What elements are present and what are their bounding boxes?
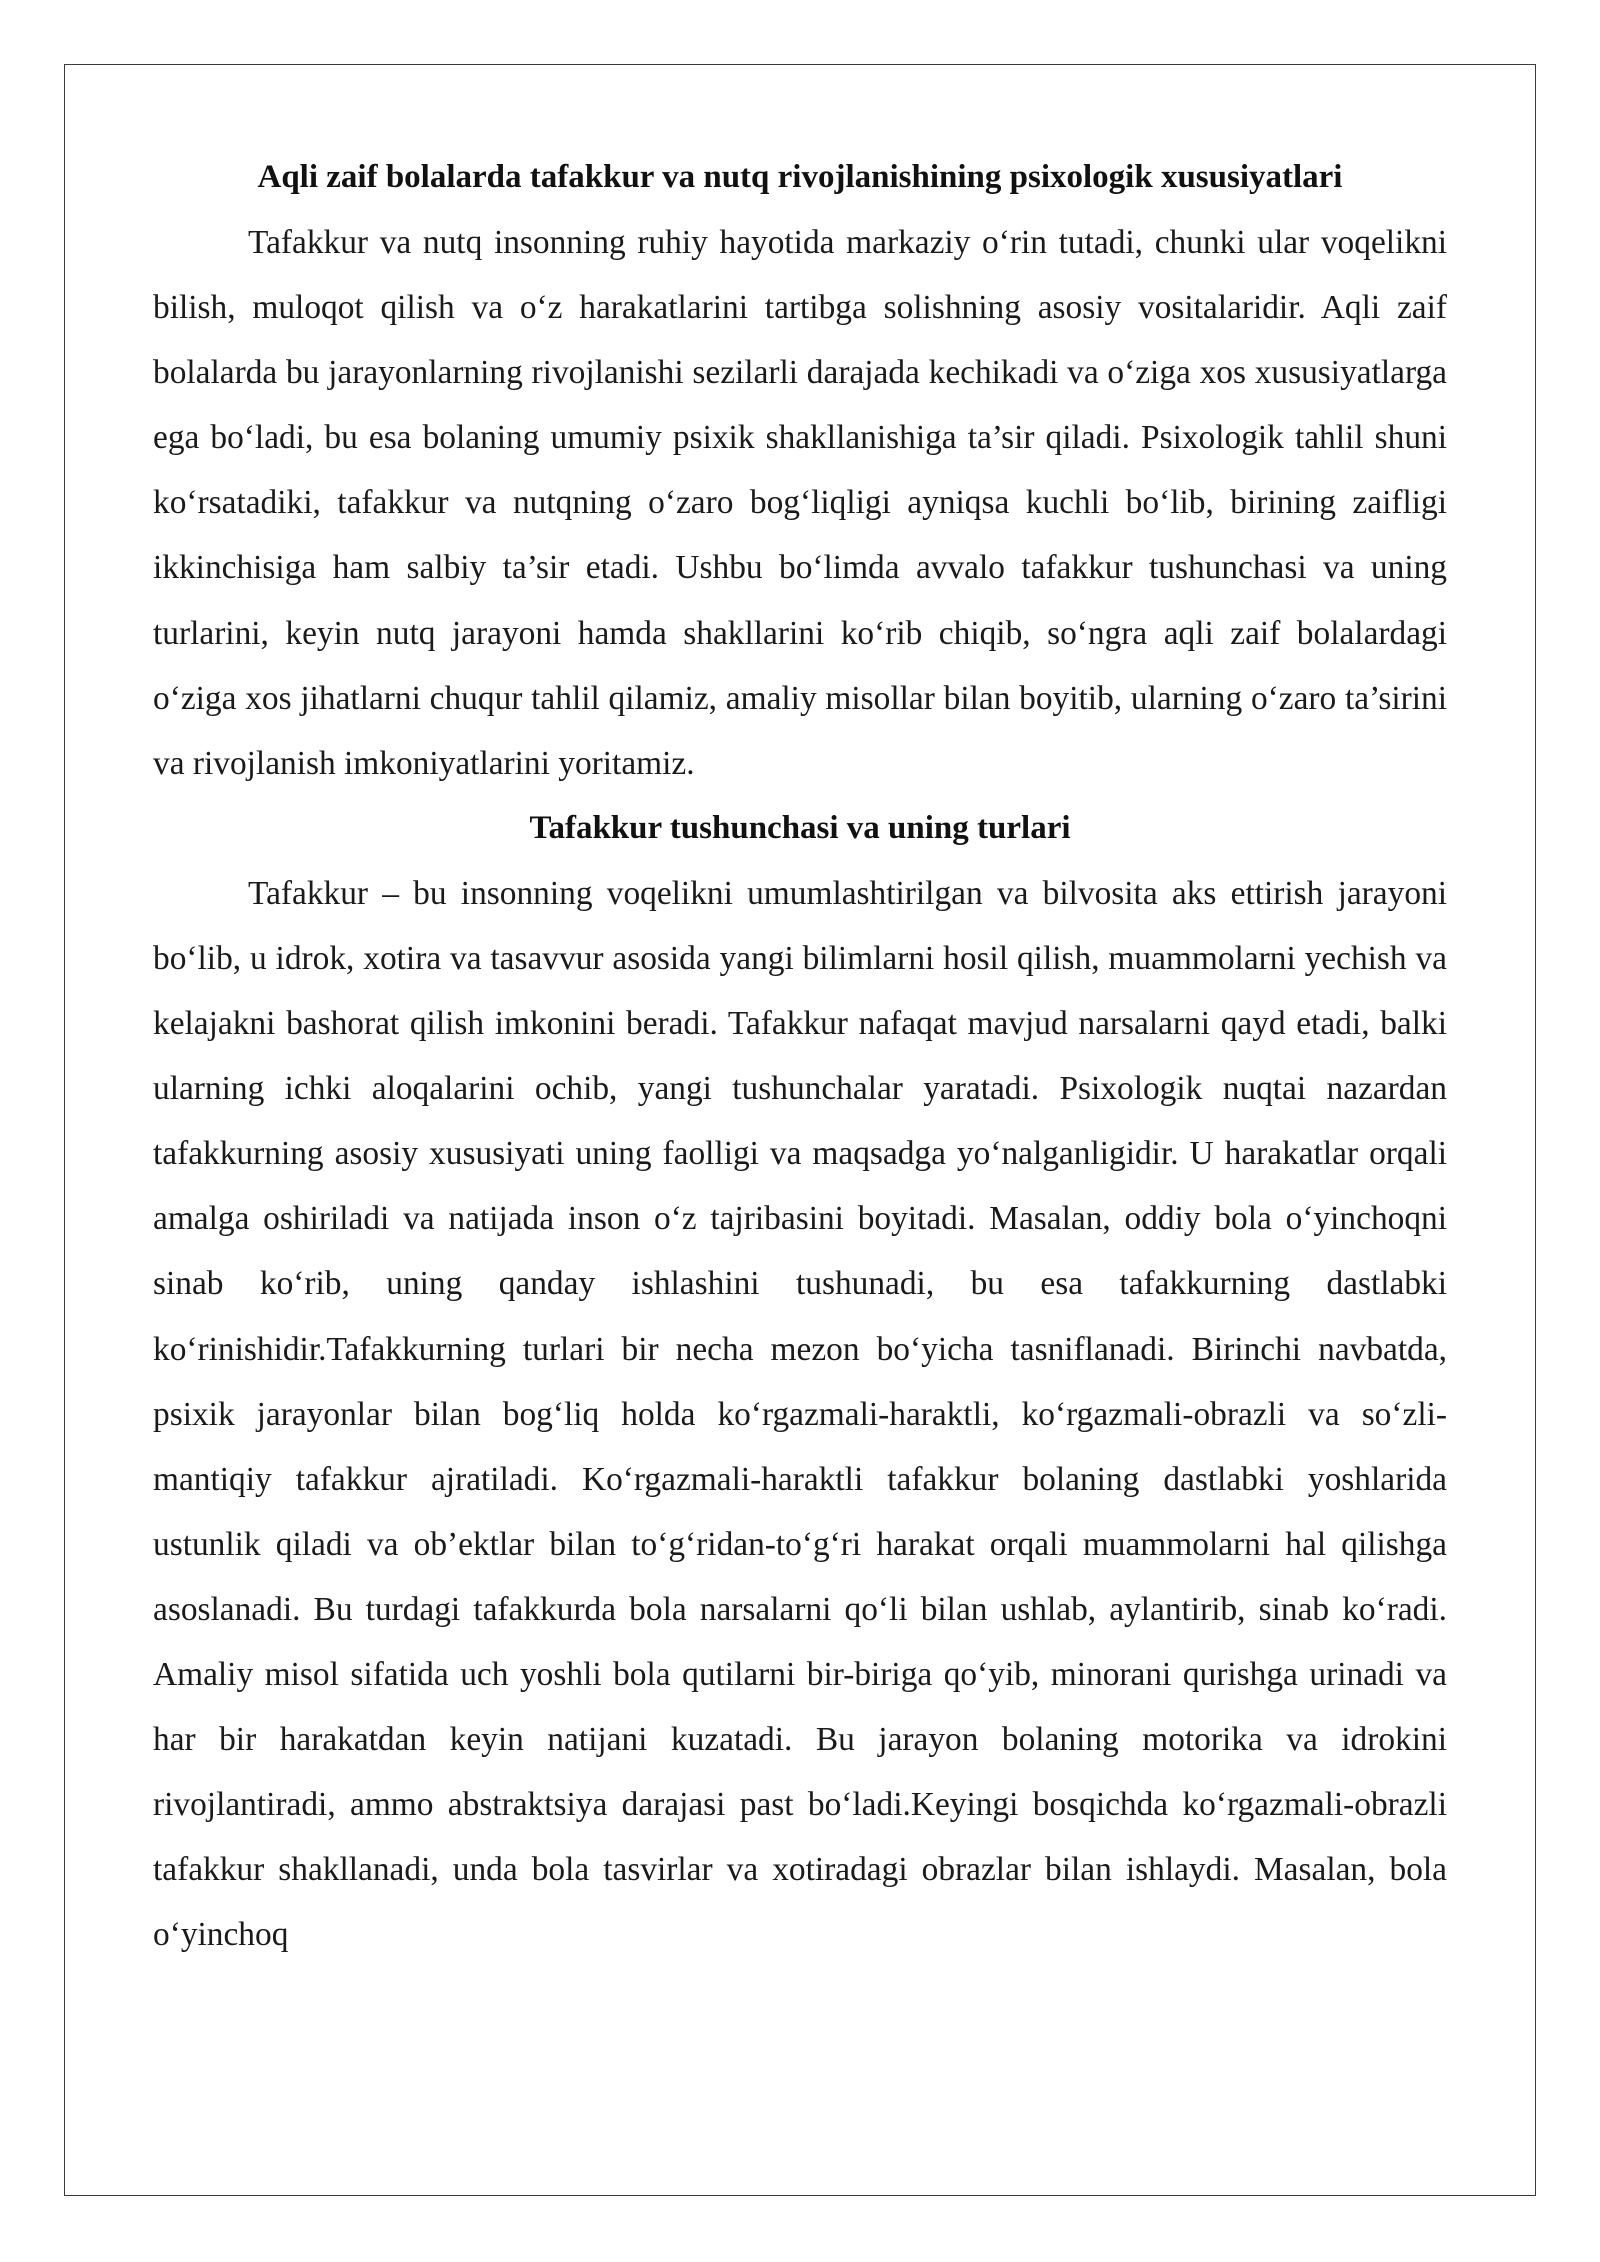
section-heading: Tafakkur tushunchasi va uning turlari xyxy=(529,809,1071,846)
document-title: Aqli zaif bolalarda tafakkur va nutq rivojlanishining psixologik xususiyatlari xyxy=(257,159,1343,195)
intro-paragraph: Tafakkur va nutq insonning ruhiy hayotida markaziy o‘rin tutadi, chunki ular voqelikni bilish, muloqot qilish va o‘z harakatlarini tartibga solishning asosiy vositalaridir. Aqli zaif bolalarda bu jarayonlarning rivojlanishi sezilarli darajada kechikadi va o‘ziga xos xususiyatlarga ega bo‘ladi, bu esa bolaning umumiy psixik shakllanishiga ta’sir qiladi. Psixologik tahlil shuni ko‘rsatadiki, tafakkur va nutqning o‘zaro bog‘liqligi ayniqsa kuchli bo‘lib, birining zaifligi ikkinchisiga ham salbiy ta’sir etadi. Ushbu bo‘limda avvalo tafakkur tushunchasi va uning turlarini, keyin nutq jarayoni hamda shakllarini ko‘rib chiqib, so‘ngra aqli zaif bolalardagi o‘ziga xos jihatlarni chuqur tahlil qilamiz, amaliy misollar bilan boyitib, ularning o‘zaro ta’sirini va rivojlanish imkoniyatlarini yoritamiz. xyxy=(153,224,1447,782)
section-paragraph: Tafakkur – bu insonning voqelikni umumlashtirilgan va bilvosita aks ettirish jarayoni bo‘lib, u idrok, xotira va tasavvur asosida yangi bilimlarni hosil qilish, muammolarni yechish va kelajakni bashorat qilish imkonini beradi. Tafakkur nafaqat mavjud narsalarni qayd etadi, balki ularning ichki aloqalarini ochib, yangi tushunchalar yaratadi. Psixologik nuqtai nazardan tafakkurning asosiy xususiyati uning faolligi va maqsadga yo‘nalganligidir. U harakatlar orqali amalga oshiriladi va natijada inson o‘z tajribasini boyitadi. Masalan, oddiy bola o‘yinchoqni sinab ko‘rib, uning qanday ishlashini tushunadi, bu esa tafakkurning dastlabki ko‘rinishidir.Tafakkurning turlari bir necha mezon bo‘yicha tasniflanadi. Birinchi navbatda, psixik jarayonlar bilan bog‘liq holda ko‘rgazmali-haraktli, ko‘rgazmali-obrazli va so‘zli-mantiqiy tafakkur ajratiladi. Ko‘rgazmali-haraktli tafakkur bolaning dastlabki yoshlarida ustunlik qiladi va ob’ektlar bilan to‘g‘ridan-to‘g‘ri harakat orqali muammolarni hal qilishga asoslanadi. Bu turdagi tafakkurda bola narsalarni qo‘li bilan ushlab, aylantirib, sinab ko‘radi. Amaliy misol sifatida uch yoshli bola qutilarni bir-biriga qo‘yib, minorani qurishga urinadi va har bir harakatdan keyin natijani kuzatadi. Bu jarayon bolaning motorika va idrokini rivojlantiradi, ammo abstraktsiya darajasi past bo‘ladi.Keyingi bosqichda ko‘rgazmali-obrazli tafakkur shakllanadi, unda bola tasvirlar va xotiradagi obrazlar bilan ishlaydi. Masalan, bola o‘yinchoq xyxy=(153,874,1447,1954)
document-body xyxy=(153,145,1447,1967)
